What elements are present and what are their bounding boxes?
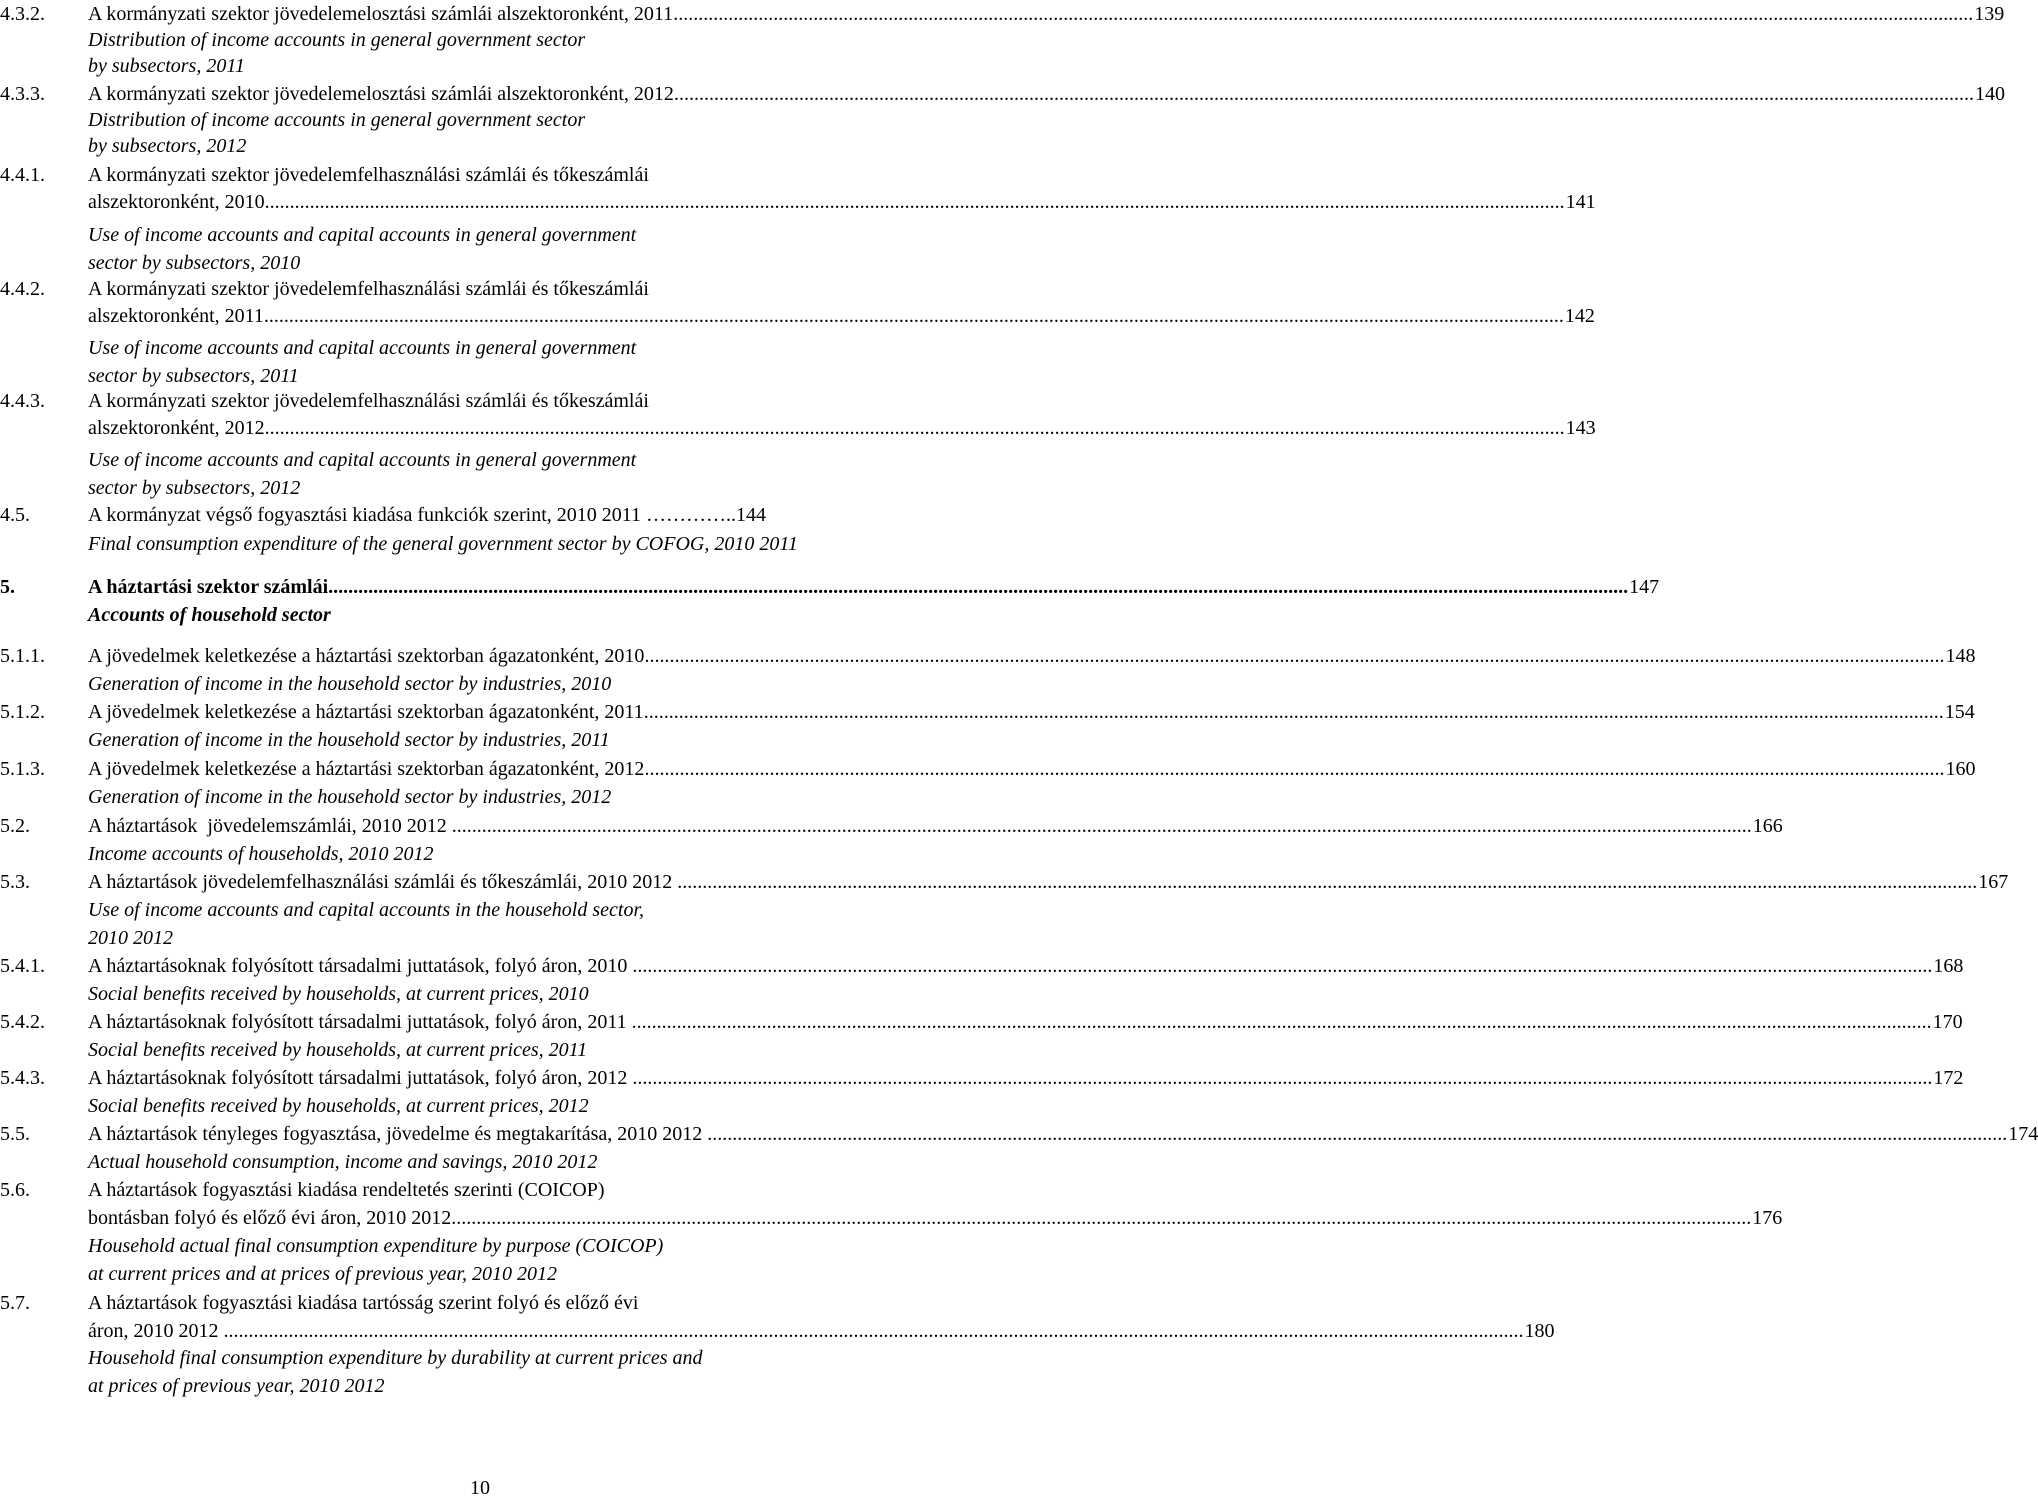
toc-entry-number: 5.7. (0, 1292, 30, 1314)
dot-leader: .................................................................................................................................................................................................................................................................... (644, 645, 1945, 667)
toc-line (0, 387, 960, 415)
toc-line (0, 132, 960, 160)
toc-line (0, 1092, 960, 1120)
toc-line (0, 868, 2009, 896)
toc-entry-title-english[interactable]: at current prices and at prices of previous year, 2010 2012 (88, 1263, 558, 1285)
toc-page-number: 176 (1752, 1207, 1783, 1229)
toc-line (0, 896, 960, 924)
toc-entry-title-english[interactable]: Distribution of income accounts in general government sector (88, 29, 586, 51)
dot-leader: .................................................................................................................................................................................................................................................................... (264, 191, 1565, 213)
toc-entry-text: A jövedelmek keletkezése a háztartási szektorban ágazatonként, 2012 (88, 758, 645, 780)
dot-leader: .................................................................................................................................................................................................................................................................... (223, 1320, 1524, 1342)
toc-entry-title-english[interactable]: Generation of income in the household sector by industries, 2011 (88, 729, 610, 751)
toc-entry-number: 5.1.3. (0, 758, 45, 780)
toc-line (0, 755, 1976, 783)
toc-entry-title-english[interactable]: Income accounts of households, 2010 2012 (88, 843, 434, 865)
toc-entry-title-english[interactable]: Generation of income in the household sector by industries, 2010 (88, 673, 612, 695)
toc-entry-title[interactable] (88, 80, 2005, 108)
toc-line (0, 501, 960, 529)
toc-entry-text: áron, 2010 2012 (88, 1320, 224, 1342)
toc-entry-number: 5.4.1. (0, 955, 45, 977)
toc-entry-title-english[interactable]: by subsectors, 2011 (88, 55, 245, 77)
toc-entry-title[interactable] (88, 642, 1976, 670)
toc-entry-number: 5.4.2. (0, 1011, 45, 1033)
toc-entry-title[interactable] (88, 868, 2009, 896)
toc-line (0, 1148, 960, 1176)
toc-line (0, 530, 960, 558)
toc-line (0, 188, 1596, 216)
toc-entry-text: A háztartásoknak folyósított társadalmi juttatások, folyó áron, 2011 (88, 1011, 632, 1033)
toc-line (0, 474, 960, 502)
toc-entry-title[interactable] (88, 952, 1964, 980)
toc-line (0, 1372, 960, 1400)
toc-entry-text: A háztartások jövedelemszámlái, 2010 2012 (88, 815, 452, 837)
toc-line (0, 275, 960, 303)
toc-line (0, 26, 960, 54)
toc-line (0, 302, 1595, 330)
toc-line (0, 161, 960, 189)
toc-entry-number: 5.5. (0, 1123, 30, 1145)
toc-line (0, 1289, 960, 1317)
toc-page-number: 143 (1565, 417, 1596, 439)
toc-line (0, 334, 960, 362)
toc-entry-text: A jövedelmek keletkezése a háztartási szektorban ágazatonként, 2011 (88, 701, 644, 723)
toc-line (0, 840, 960, 868)
dot-leader: .................................................................................................................................................................................................................................................................... (632, 955, 1933, 977)
dot-leader: .................................................................................................................................................................................................................................................................... (264, 417, 1565, 439)
toc-line (0, 1204, 1783, 1232)
toc-line (0, 1120, 2038, 1148)
toc-page-number: 170 (1932, 1011, 1963, 1033)
toc-line (0, 980, 960, 1008)
toc-entry-title-english[interactable]: Final consumption expenditure of the general government sector by COFOG, 2010 2011 (88, 533, 798, 555)
toc-entry-title[interactable] (88, 1204, 1783, 1232)
toc-line (0, 1344, 960, 1372)
dot-leader: .................................................................................................................................................................................................................................................................... (632, 1067, 1933, 1089)
toc-entry-title[interactable] (88, 698, 1975, 726)
toc-entry-number: 5.1.1. (0, 645, 45, 667)
toc-entry-text: A háztartásoknak folyósított társadalmi juttatások, folyó áron, 2012 (88, 1067, 633, 1089)
toc-line (0, 924, 960, 952)
toc-entry-text: alszektoronként, 2011 (88, 305, 264, 327)
toc-entry-text: bontásban folyó és előző évi áron, 2010 2012 (88, 1207, 452, 1229)
toc-entry-title[interactable]: A kormányzat végső fogyasztási kiadása funkciók szerint, 2010 2011 …………..144 (88, 504, 767, 526)
toc-line (0, 783, 960, 811)
toc-entry-title-english[interactable]: Use of income accounts and capital accounts in general government (88, 224, 637, 246)
toc-line (0, 642, 1976, 670)
toc-entry-title[interactable] (88, 1064, 1964, 1092)
toc-entry-number: 5.3. (0, 871, 30, 893)
toc-page-number: 140 (1974, 83, 2005, 105)
toc-entry-title[interactable] (88, 302, 1595, 330)
toc-line (0, 726, 960, 754)
toc-entry-number: 4.3.2. (0, 3, 45, 25)
toc-entry-title-english[interactable]: Social benefits received by households, at current prices, 2011 (88, 1039, 588, 1061)
toc-entry-title[interactable] (88, 0, 2005, 28)
toc-line (0, 952, 1964, 980)
toc-entry-text: alszektoronként, 2010 (88, 191, 265, 213)
toc-entry-text: A háztartási szektor számlái (88, 576, 329, 598)
toc-entry-title[interactable]: A kormányzati szektor jövedelemfelhasználási számlái és tőkeszámlái (88, 390, 649, 412)
toc-entry-text: A kormányzati szektor jövedelemelosztási számlái alszektoronként, 2012 (88, 83, 674, 105)
dot-leader: .................................................................................................................................................................................................................................................................... (673, 3, 1974, 25)
toc-line (0, 249, 960, 277)
toc-page-number: 168 (1933, 955, 1964, 977)
toc-entry-title-english[interactable]: Accounts of household sector (88, 604, 331, 626)
toc-entry-number: 5.4.3. (0, 1067, 45, 1089)
toc-entry-title-english[interactable]: Use of income accounts and capital accounts in the household sector, (88, 899, 645, 921)
dot-leader: .................................................................................................................................................................................................................................................................... (263, 305, 1564, 327)
toc-page-number: 166 (1752, 815, 1783, 837)
toc-line (0, 698, 1975, 726)
toc-entry-title-english[interactable]: Social benefits received by households, at current prices, 2012 (88, 1095, 589, 1117)
toc-page-number: 141 (1565, 191, 1596, 213)
toc-entry-number: 4.5. (0, 504, 30, 526)
toc-line (0, 812, 1783, 840)
toc-entry-title-english[interactable]: Social benefits received by households, at current prices, 2010 (88, 983, 589, 1005)
toc-line (0, 573, 1660, 601)
toc-line (0, 221, 960, 249)
toc-page-number: 154 (1944, 701, 1975, 723)
toc-line (0, 414, 1596, 442)
toc-line (0, 80, 2005, 108)
toc-line (0, 1036, 960, 1064)
toc-entry-title[interactable]: A kormányzati szektor jövedelemfelhasználási számlái és tőkeszámlái (88, 278, 649, 300)
toc-entry-title-english[interactable]: Generation of income in the household sector by industries, 2012 (88, 786, 612, 808)
toc-page-number: 142 (1564, 305, 1595, 327)
toc-line (0, 52, 960, 80)
toc-entry-title[interactable] (88, 573, 1660, 601)
toc-entry-title[interactable] (88, 414, 1596, 442)
toc-entry-text: A kormányzati szektor jövedelemelosztási számlái alszektoronként, 2011 (88, 3, 674, 25)
toc-entry-title[interactable]: A háztartások fogyasztási kiadása rendeltetés szerinti (COICOP) (88, 1179, 605, 1201)
toc-entry-text: A háztartások jövedelemfelhasználási számlái és tőkeszámlái, 2010 2012 (88, 871, 678, 893)
toc-line (0, 106, 960, 134)
toc-entry-title-english[interactable]: sector by subsectors, 2012 (88, 477, 301, 499)
toc-line (0, 1064, 1964, 1092)
toc-page-number: 167 (1978, 871, 2009, 893)
toc-entry-title-english[interactable]: sector by subsectors, 2011 (88, 365, 299, 387)
toc-entry-title[interactable] (88, 812, 1783, 840)
toc-line (0, 601, 960, 629)
page-number: 10 (470, 1477, 490, 1499)
toc-entry-text: A háztartások tényleges fogyasztása, jövedelme és megtakarítása, 2010 2012 (88, 1123, 708, 1145)
toc-page-number: 174 (2008, 1123, 2038, 1145)
toc-entry-title-english[interactable]: Household actual final consumption expenditure by purpose (COICOP) (88, 1235, 664, 1257)
toc-line (0, 670, 960, 698)
toc-entry-title[interactable] (88, 1317, 1555, 1345)
toc-entry-title-english[interactable]: by subsectors, 2012 (88, 135, 247, 157)
toc-entry-title-english[interactable]: Distribution of income accounts in general government sector (88, 109, 586, 131)
toc-entry-number: 4.4.1. (0, 164, 45, 186)
toc-line (0, 1260, 960, 1288)
toc-entry-title[interactable] (88, 188, 1596, 216)
toc-entry-number: 5.6. (0, 1179, 30, 1201)
toc-entry-text: A jövedelmek keletkezése a háztartási szektorban ágazatonként, 2010 (88, 645, 645, 667)
toc-entry-title-english[interactable]: Household final consumption expenditure by durability at current prices and (88, 1347, 703, 1369)
dot-leader: .................................................................................................................................................................................................................................................................... (673, 83, 1974, 105)
toc-entry-title-english[interactable]: at prices of previous year, 2010 2012 (88, 1375, 385, 1397)
toc-page-number: 139 (1974, 3, 2005, 25)
toc-entry-number: 5.2. (0, 815, 30, 837)
toc-entry-number: 5. (0, 576, 15, 598)
toc-entry-number: 4.3.3. (0, 83, 45, 105)
toc-entry-title-english[interactable]: Actual household consumption, income and savings, 2010 2012 (88, 1151, 598, 1173)
toc-entry-text: A háztartásoknak folyósított társadalmi juttatások, folyó áron, 2010 (88, 955, 633, 977)
toc-entry-number: 4.4.3. (0, 390, 45, 412)
toc-line (0, 1176, 960, 1204)
toc-entry-title-english[interactable]: Use of income accounts and capital accounts in general government (88, 337, 637, 359)
toc-entry-title-english[interactable]: 2010 2012 (88, 927, 173, 949)
toc-entry-title-english[interactable]: Use of income accounts and capital accounts in general government (88, 449, 637, 471)
toc-line (0, 1317, 1555, 1345)
toc-entry-title[interactable]: A kormányzati szektor jövedelemfelhasználási számlái és tőkeszámlái (88, 164, 649, 186)
dot-leader: .................................................................................................................................................................................................................................................................... (644, 758, 1945, 780)
dot-leader: .................................................................................................................................................................................................................................................................... (451, 1207, 1752, 1229)
toc-entry-number: 4.4.2. (0, 278, 45, 300)
toc-page-number: 160 (1945, 758, 1976, 780)
dot-leader: .................................................................................................................................................................................................................................................................... (328, 576, 1629, 598)
dot-leader: .................................................................................................................................................................................................................................................................... (643, 701, 1944, 723)
toc-entry-title[interactable] (88, 1008, 1963, 1036)
dot-leader: .................................................................................................................................................................................................................................................................... (451, 815, 1752, 837)
toc-page-number: 147 (1629, 576, 1660, 598)
dot-leader: .................................................................................................................................................................................................................................................................... (677, 871, 1978, 893)
toc-line (0, 1008, 1963, 1036)
toc-line (0, 1232, 960, 1260)
toc-entry-title[interactable]: A háztartások fogyasztási kiadása tartósság szerint folyó és előző évi (88, 1292, 639, 1314)
toc-line (0, 0, 2005, 28)
toc-entry-number: 5.1.2. (0, 701, 45, 723)
dot-leader: .................................................................................................................................................................................................................................................................... (631, 1011, 1932, 1033)
toc-entry-text: alszektoronként, 2012 (88, 417, 265, 439)
dot-leader: .................................................................................................................................................................................................................................................................... (707, 1123, 2008, 1145)
toc-page-number: 180 (1524, 1320, 1555, 1342)
toc-entry-title-english[interactable]: sector by subsectors, 2010 (88, 252, 301, 274)
toc-entry-title[interactable] (88, 1120, 2038, 1148)
toc-entry-title[interactable] (88, 755, 1976, 783)
toc-line (0, 446, 960, 474)
toc-page-number: 148 (1945, 645, 1976, 667)
toc-line (0, 362, 960, 390)
toc-page-number: 172 (1933, 1067, 1964, 1089)
